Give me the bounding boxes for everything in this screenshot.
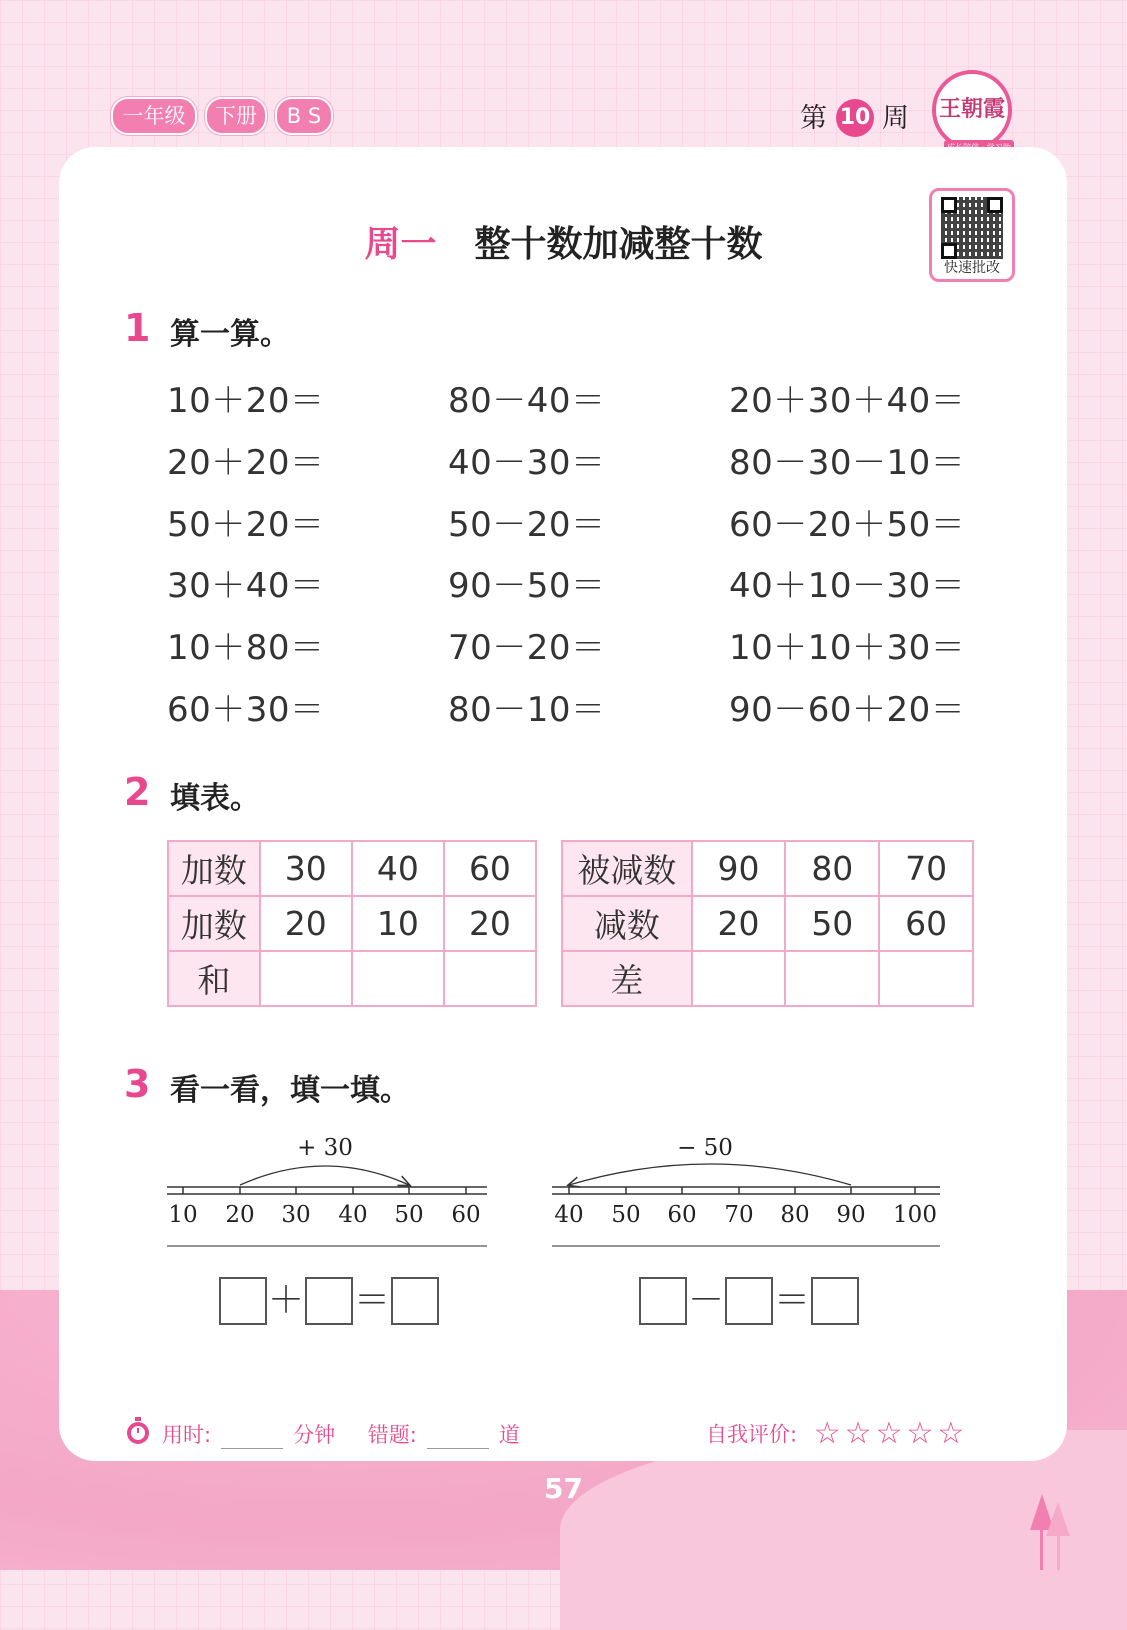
answer-box[interactable]	[639, 1277, 687, 1325]
page-number: 57	[544, 1472, 583, 1505]
expression: 80－30－10＝	[729, 443, 966, 483]
equals-sign: ＝	[773, 1280, 810, 1321]
time-unit: 分钟	[293, 1423, 336, 1447]
tick-label: 40	[338, 1202, 368, 1228]
tree-decoration-icon	[1028, 1490, 1076, 1570]
section-1-number: 1	[124, 306, 151, 350]
tick-label: 40	[554, 1202, 584, 1228]
expression: 60－20＋50＝	[729, 505, 966, 545]
ticks	[183, 1187, 466, 1194]
minus-sign: －	[687, 1280, 724, 1321]
table-cell: 50	[785, 896, 879, 951]
table-row	[562, 951, 973, 1006]
jump-label: + 30	[297, 1135, 353, 1161]
table-cell: 60	[444, 841, 536, 896]
time-spent-row	[162, 1419, 520, 1449]
answer-box[interactable]	[811, 1277, 859, 1325]
answer-box[interactable]	[391, 1277, 439, 1325]
expression: 50＋20＝	[167, 505, 325, 545]
table-cell: 80	[785, 841, 879, 896]
errors-blank[interactable]	[427, 1426, 489, 1449]
answer-cell[interactable]	[692, 951, 786, 1006]
table-cell: 20	[260, 896, 352, 951]
expression: 40－30＝	[448, 443, 606, 483]
grade-pill: 一年级	[111, 97, 197, 135]
table-cell: 和	[168, 951, 260, 1006]
week-suffix: 周	[882, 103, 909, 134]
expression: 50－20＝	[448, 505, 606, 545]
stopwatch-icon	[124, 1416, 152, 1446]
answer-cell[interactable]	[260, 951, 352, 1006]
qr-label: 快速批改	[944, 260, 1000, 276]
number-line-right	[545, 1125, 945, 1255]
qr-corner-icon	[941, 197, 957, 213]
jump-arc	[240, 1166, 409, 1185]
expression: 40＋10－30＝	[729, 566, 966, 606]
expression: 90－60＋20＝	[729, 690, 966, 730]
answer-cell[interactable]	[879, 951, 973, 1006]
time-label: 用时:	[162, 1423, 212, 1447]
table-cell: 减数	[562, 896, 692, 951]
table-cell: 30	[260, 841, 352, 896]
tick-label: 50	[611, 1202, 641, 1228]
table-cell: 加数	[168, 841, 260, 896]
table-cell: 70	[879, 841, 973, 896]
brand-seal-logo	[932, 70, 1012, 150]
expression: 60＋30＝	[167, 690, 325, 730]
tick-label: 50	[394, 1202, 424, 1228]
tick-label: 60	[667, 1202, 697, 1228]
tick-label: 30	[281, 1202, 311, 1228]
section-2-title: 填表。	[170, 781, 260, 816]
table-cell: 加数	[168, 896, 260, 951]
table-cell: 90	[692, 841, 786, 896]
table-cell: 10	[352, 896, 444, 951]
answer-box[interactable]	[219, 1277, 267, 1325]
qr-corner-icon	[987, 197, 1003, 213]
week-number-badge: 10	[836, 99, 874, 137]
jump-label: − 50	[677, 1135, 733, 1161]
answer-box[interactable]	[305, 1277, 353, 1325]
section-3-title: 看一看，填一填。	[170, 1073, 410, 1108]
answer-cell[interactable]	[785, 951, 879, 1006]
section-1-title: 算一算。	[170, 317, 290, 352]
table-cell: 60	[879, 896, 973, 951]
tick-label: 80	[780, 1202, 810, 1228]
expression: 70－20＝	[448, 628, 606, 668]
table-cell: 被减数	[562, 841, 692, 896]
table-row	[562, 896, 973, 951]
expression: 80－40＝	[448, 381, 606, 421]
title-day: 周一	[364, 224, 437, 265]
table-cell: 差	[562, 951, 692, 1006]
answer-cell[interactable]	[352, 951, 444, 1006]
expression: 10＋10＋30＝	[729, 628, 966, 668]
addition-table	[167, 840, 537, 1007]
week-prefix: 第	[800, 103, 827, 134]
errors-label: 错题:	[367, 1423, 417, 1447]
expression: 90－50＝	[448, 566, 606, 606]
expression: 10＋80＝	[167, 628, 325, 668]
section-2-number: 2	[124, 770, 151, 814]
table-row	[168, 896, 536, 951]
subtraction-equation	[639, 1277, 859, 1325]
equals-sign: ＝	[353, 1280, 390, 1321]
answer-box[interactable]	[725, 1277, 773, 1325]
subtraction-table	[561, 840, 974, 1007]
expression: 20＋30＋40＝	[729, 381, 966, 421]
star-rating-icon[interactable]: ☆☆☆☆☆	[813, 1416, 969, 1451]
tick-label: 100	[893, 1202, 937, 1228]
tick-label: 60	[451, 1202, 481, 1228]
expression: 80－10＝	[448, 690, 606, 730]
jump-arc	[569, 1164, 851, 1185]
seal-text: 王朝霞	[938, 96, 1005, 122]
rating-label: 自我评价:	[706, 1422, 798, 1447]
table-cell: 20	[444, 896, 536, 951]
page-title	[0, 216, 1127, 267]
tick-label: 10	[168, 1202, 198, 1228]
section-3-number: 3	[124, 1062, 151, 1106]
tick-label: 70	[724, 1202, 754, 1228]
self-rating-row	[706, 1416, 968, 1451]
table-row	[168, 951, 536, 1006]
table-row	[168, 841, 536, 896]
table-cell: 40	[352, 841, 444, 896]
edition-pill: B S	[275, 97, 333, 135]
title-topic: 整十数加减整十数	[474, 224, 763, 265]
expression: 20＋20＝	[167, 443, 325, 483]
time-blank[interactable]	[221, 1426, 283, 1449]
expression: 10＋20＝	[167, 381, 325, 421]
table-cell: 20	[692, 896, 786, 951]
ticks	[569, 1187, 915, 1194]
answer-cell[interactable]	[444, 951, 536, 1006]
tick-label: 20	[225, 1202, 255, 1228]
expression: 30＋40＝	[167, 566, 325, 606]
tick-label: 90	[836, 1202, 866, 1228]
volume-pill: 下册	[205, 97, 267, 135]
number-line-left	[160, 1125, 500, 1255]
plus-sign: ＋	[267, 1280, 304, 1321]
addition-equation	[219, 1277, 439, 1325]
table-row	[562, 841, 973, 896]
errors-unit: 道	[498, 1423, 520, 1447]
